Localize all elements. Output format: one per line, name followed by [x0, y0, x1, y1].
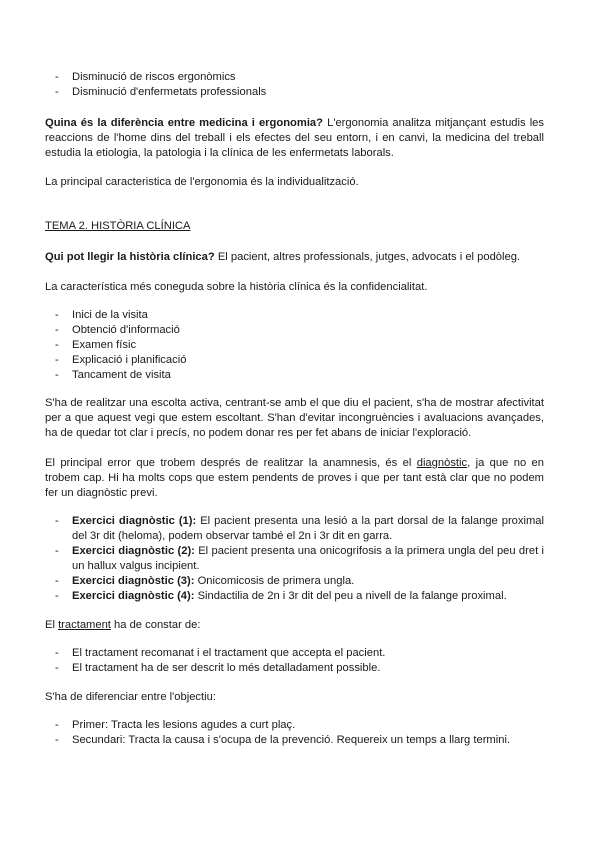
- list-item: - El tractament recomanat i el tractament que accepta el pacient.: [45, 646, 544, 661]
- objectiu-list: [45, 718, 544, 748]
- exercici-item: [45, 544, 544, 574]
- exercici-item: [45, 514, 544, 544]
- list-item: - Examen físic: [45, 338, 544, 353]
- section-heading: TEMA 2. HISTÒRIA CLÍNICA: [45, 220, 191, 232]
- tractament-underlined: tractament: [58, 619, 111, 631]
- answer-text: L'ergonomia analitza mitjançant estudis les reaccions de l'home dins del treball i els efectes del seu entorn, i en canvi, la medicina del treball estudia la etiologia, la patologia i la clínica de les enfermetats laborals.: [45, 117, 544, 159]
- ergonomia-paragraph: [45, 116, 544, 161]
- list-item: - Disminució de riscos ergonòmics: [45, 70, 544, 85]
- exercici-text: El pacient presenta una lesió a la part dorsal de la falange proximal del 3r dit (heloma), podem observar també el 2n i 3r dit en garra.: [72, 515, 545, 542]
- exercici-text: Sindactilia de 2n i 3r dit del peu a nivell de la falange proximal.: [194, 590, 507, 602]
- tractament-list: [45, 646, 544, 676]
- diagnostic-underlined: diagnòstic: [416, 457, 468, 469]
- list-item: - Primer: Tracta les lesions agudes a curt plaç.: [45, 718, 544, 733]
- exercici-text: Onicomicosis de primera ungla.: [194, 575, 355, 587]
- answer-text: El pacient, altres professionals, jutges, advocats i el podòleg.: [214, 251, 521, 263]
- text-span: ha de constar de:: [110, 619, 201, 631]
- text-span: El: [45, 619, 59, 631]
- exercici-label: Exercici diagnòstic (2):: [72, 545, 195, 557]
- risk-list: [45, 70, 544, 100]
- list-item: - Obtenció d'informació: [45, 323, 544, 338]
- text-span: , ja que no en trobem cap. Hi ha molts cops que estem pendents de proves i que per tant està clar que no podem fer un diagnòstic previ.: [45, 457, 544, 499]
- qui-paragraph: [45, 250, 544, 265]
- text-span: El principal error que trobem després de realitzar la anamnesis, és el: [45, 457, 417, 469]
- exercici-item: [45, 589, 544, 604]
- exercici-label: Exercici diagnòstic (1):: [72, 515, 197, 527]
- list-item: - Disminució d'enfermetats professionals: [45, 85, 544, 100]
- list-item: - El tractament ha de ser descrit lo més detalladament possible.: [45, 661, 544, 676]
- question-bold: Qui pot llegir la història clínica?: [45, 251, 215, 263]
- exercici-label: Exercici diagnòstic (3):: [72, 575, 195, 587]
- visit-steps-list: [45, 308, 544, 383]
- list-item: - Tancament de visita: [45, 368, 544, 383]
- exercici-label: Exercici diagnòstic (4):: [72, 590, 195, 602]
- escolta-paragraph: S'ha de realitzar una escolta activa, centrant-se amb el que diu el pacient, s'ha de mostrar afectivitat per a que aquest vegi que estem escoltant. S'han d'evitar incongruències i avaluacions avançades, ha de quedar tot clar i precís, no podem donar res per fet abans de iniciar l'exploració.: [45, 397, 544, 439]
- exercici-text: El pacient presenta una onicogrifosis a la primera ungla del peu dret i un hallux valgus incipient.: [72, 545, 544, 572]
- list-item: - Explicació i planificació: [45, 353, 544, 368]
- exercicis-list: [45, 514, 544, 604]
- caracteristica-paragraph: La principal caracteristica de l'ergonomia és la individualització.: [45, 176, 359, 188]
- exercici-item: [45, 574, 544, 589]
- question-bold: Quina és la diferència entre medicina i ergonomia?: [45, 117, 323, 129]
- list-item: - Secundari: Tracta la causa i s'ocupa de la prevenció. Requereix un temps a llarg termini.: [45, 733, 544, 748]
- list-item: - Inici de la visita: [45, 308, 544, 323]
- objectiu-paragraph: S'ha de diferenciar entre l'objectiu:: [45, 691, 216, 703]
- tractament-paragraph: [45, 618, 544, 633]
- error-paragraph: [45, 456, 544, 501]
- confidencialitat-paragraph: La característica més coneguda sobre la història clínica és la confidencialitat.: [45, 281, 428, 293]
